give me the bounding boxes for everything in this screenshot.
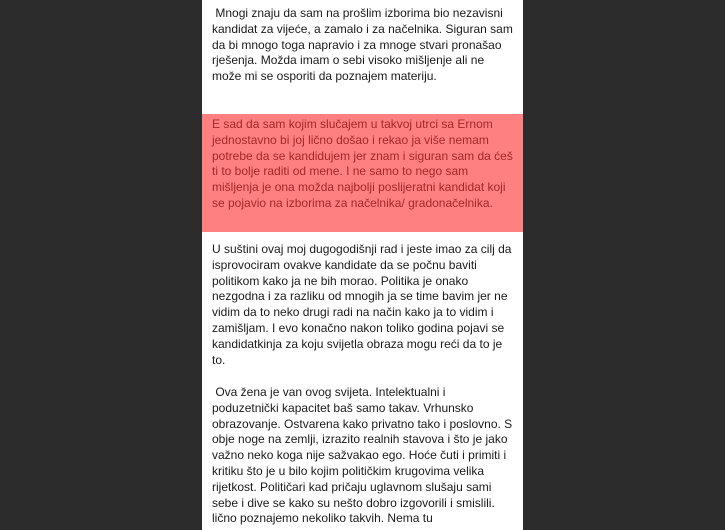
post-text-column: [202, 0, 523, 530]
paragraph-candidate-description: Ova žena je van ovog svijeta. Intelektualni i poduzetnički kapacitet baš samo takav. Vrhunsko obrazovanje. Ostvarena kako privatno tako i poslovno. S obje noge na zemlji, izrazito realnih stavova i što je jako važno neko koga nije sažvakao ego. Hoće čuti i primiti i kritiku što je u bilo kojim političkim krugovima velika rijetkost. Političari kad pričaju uglavnom slušaju sami sebe i dive se kako su nešto dobro izgovorili i smislili. lično poznajemo nekoliko takvih. Nema tu: [212, 385, 516, 526]
paragraph-motivation: U suštini ovaj moj dugogodišnji rad i jeste imao za cilj da isprovociram ovakve kandidate da se počnu baviti politikom kako ja ne bih morao. Politika je onako nezgodna i za razliku od mnogih ja se time bavim jer ne vidim da to neko drugi radi na način kako ja to vidim i zamišljam. I evo konačno nakon toliko godina pojavi se kandidatkinja za koju svijetla obraza mogu reći da to je to.: [212, 242, 515, 367]
paragraph-highlighted: E sad da sam kojim slučajem u takvoj utrci sa Ernom jednostavno bi joj lično došao i rekao ja više nemam potrebe da se kandidujem jer znam i siguran sam da ćeš ti to bolje raditi od mene. I ne samo to nego sam mišljenja je ona možda najbolji poslijeratni kandidat koji se pojavio na izborima za načelnika/ gradonačelnika.: [212, 117, 517, 210]
paragraph-intro: Mnogi znaju da sam na prošlim izborima bio nezavisni kandidat za vijeće, a zamalo i za načelnika. Siguran sam da bi mnogo toga napravio i za mnoge stvari pronašao rješenja. Možda imam o sebi visoko mišljenje ali ne može mi se osporiti da poznajem materiju.: [212, 6, 517, 84]
